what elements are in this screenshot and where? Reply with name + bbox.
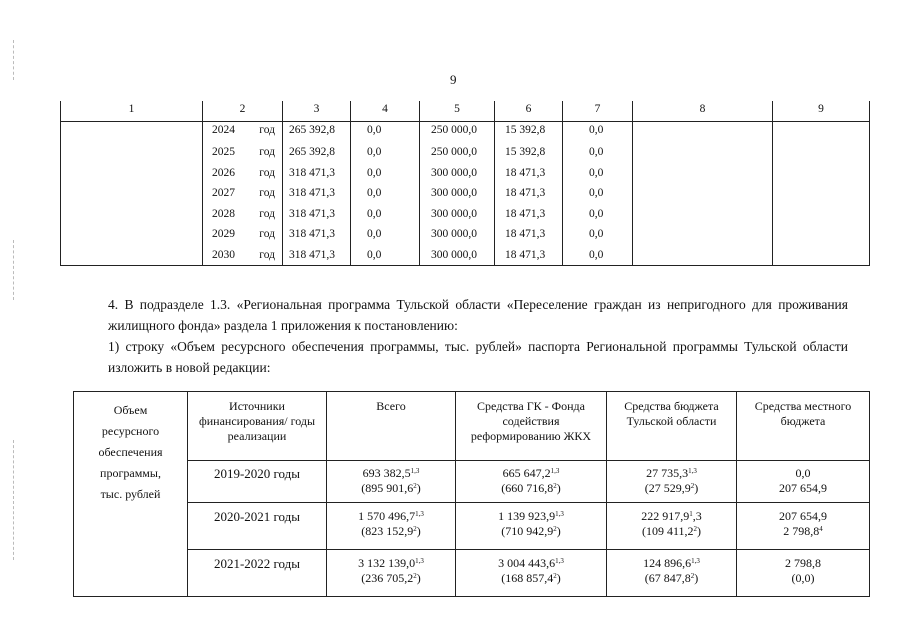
value-line	[609, 556, 734, 571]
value-line	[609, 481, 734, 496]
value-line	[458, 524, 604, 539]
cell-empty	[633, 204, 773, 225]
value-line	[458, 466, 604, 481]
footnote-ref: 1,3	[555, 557, 564, 565]
cell-value: 0,0	[563, 245, 633, 266]
resource-funding-table	[73, 391, 870, 597]
value-main: 1 570 496,7	[358, 509, 416, 523]
cell-fund	[456, 550, 607, 597]
cell-fund	[456, 461, 607, 503]
year-value: 2028	[212, 207, 235, 220]
value-main: 27 735,3	[646, 466, 689, 480]
cell-empty	[773, 204, 870, 225]
value-line	[458, 509, 604, 524]
value-line	[739, 571, 867, 586]
cell-value: 18 471,3	[495, 204, 563, 225]
year-unit: год	[259, 228, 275, 241]
column-header: 7	[563, 101, 633, 122]
year-unit: год	[259, 248, 275, 261]
value-main: (895 901,6	[361, 481, 414, 495]
table-row	[61, 142, 870, 163]
cell-empty	[633, 183, 773, 204]
value-main: 2 798,8	[783, 524, 820, 538]
cell-empty	[61, 224, 203, 245]
paragraph-text: 1) строку «Объем ресурсного обеспечения программы, тыс. рублей» паспорта Региональной программы Тульской области изложить в новой редакции:	[108, 339, 848, 375]
value-line	[739, 509, 867, 524]
table-header-row	[61, 101, 870, 122]
cell-empty	[773, 183, 870, 204]
footnote-ref: 2	[553, 525, 557, 533]
row-label: Объем ресурсного обеспечения программы, тыс. рублей	[74, 392, 188, 597]
column-header-local: Средства местного бюджета	[737, 392, 870, 461]
cell-value: 0,0	[351, 183, 420, 204]
value-main: (109 411,2	[641, 524, 694, 538]
value-line	[609, 524, 734, 539]
value-end: )	[416, 571, 421, 585]
cell-value: 15 392,8	[495, 142, 563, 163]
column-header: 2	[203, 101, 283, 122]
footnote-ref: 2	[413, 525, 417, 533]
cell-value: 318 471,3	[283, 163, 351, 184]
year-unit: год	[259, 124, 275, 136]
value-line	[739, 481, 867, 496]
value-line	[329, 481, 453, 496]
value-end: )	[416, 524, 421, 538]
funding-table-continued	[60, 101, 870, 266]
cell-value: 0,0	[351, 163, 420, 184]
column-header-source: Источники финансирования/ годы реализации	[188, 392, 327, 461]
column-header: 5	[420, 101, 495, 122]
cell-years: 2020-2021 годы	[188, 503, 327, 550]
column-header: 3	[283, 101, 351, 122]
cell-empty	[633, 245, 773, 266]
cell-total	[327, 550, 456, 597]
value-main: 207 654,9	[779, 481, 827, 495]
value-line	[739, 556, 867, 571]
value-end: )	[416, 481, 421, 495]
column-header: 8	[633, 101, 773, 122]
value-line	[329, 556, 453, 571]
value-main: (710 942,9	[501, 524, 554, 538]
cell-empty	[773, 122, 870, 143]
value-main: (236 705,2	[361, 571, 414, 585]
cell-value: 300 000,0	[420, 245, 495, 266]
footnote-ref: 1,3	[691, 557, 700, 565]
cell-value: 15 392,8	[495, 122, 563, 143]
value-main: 3 004 443,6	[498, 556, 556, 570]
year-value: 2025	[212, 146, 235, 159]
column-header-fund: Средства ГК - Фонда содействия реформированию ЖКХ	[456, 392, 607, 461]
cell-local	[737, 550, 870, 597]
value-main: (67 847,8	[644, 571, 691, 585]
cell-region	[607, 461, 737, 503]
value-line	[739, 466, 867, 481]
value-end: )	[556, 524, 561, 538]
cell-total	[327, 461, 456, 503]
table-row	[61, 163, 870, 184]
cell-empty	[633, 142, 773, 163]
footnote-ref: 2	[553, 572, 557, 580]
cell-years: 2019-2020 годы	[188, 461, 327, 503]
value-main: 2 798,8	[785, 556, 821, 570]
cell-value: 0,0	[563, 224, 633, 245]
cell-value: 0,0	[351, 122, 420, 143]
cell-year	[203, 163, 283, 184]
cell-empty	[61, 163, 203, 184]
cell-year	[203, 204, 283, 225]
cell-region	[607, 503, 737, 550]
footnote-ref: 1,3	[555, 510, 564, 518]
cell-empty	[633, 224, 773, 245]
value-main: (660 716,8	[501, 481, 554, 495]
value-line	[329, 509, 453, 524]
year-value: 2024	[212, 124, 235, 136]
column-header-total: Всего	[327, 392, 456, 461]
year-value: 2030	[212, 248, 235, 261]
page-number: 9	[450, 72, 457, 87]
cell-value: 318 471,3	[283, 245, 351, 266]
cell-empty	[773, 245, 870, 266]
value-main: 3 132 139,0	[358, 556, 416, 570]
footnote-ref: 2	[690, 572, 695, 580]
margin-mark-top	[13, 40, 16, 80]
cell-empty	[773, 224, 870, 245]
year-unit: год	[259, 187, 275, 200]
cell-value: 318 471,3	[283, 204, 351, 225]
value-line	[458, 481, 604, 496]
table-row	[61, 245, 870, 266]
cell-local	[737, 461, 870, 503]
footnote-ref: 2	[413, 572, 417, 580]
cell-value: 0,0	[563, 204, 633, 225]
paragraph-text: 4. В подразделе 1.3. «Региональная программа Тульской области «Переселение граждан из непригодного для проживания жилищного фонда» раздела 1 приложения к постановлению:	[108, 297, 848, 333]
value-line	[609, 509, 734, 524]
value-line	[609, 466, 734, 481]
footnote-ref: 2	[413, 482, 417, 490]
value-end: )	[556, 571, 561, 585]
year-value: 2029	[212, 228, 235, 241]
cell-fund	[456, 503, 607, 550]
value-line	[329, 524, 453, 539]
cell-region	[607, 550, 737, 597]
cell-empty	[633, 163, 773, 184]
value-line	[739, 524, 867, 539]
cell-total	[327, 503, 456, 550]
cell-empty	[61, 142, 203, 163]
year-unit: год	[259, 166, 275, 179]
footnote-ref: 1,3	[688, 467, 697, 475]
table-row	[61, 122, 870, 143]
cell-value: 0,0	[351, 204, 420, 225]
year-unit: год	[259, 146, 275, 159]
value-end: )	[694, 571, 699, 585]
cell-year	[203, 142, 283, 163]
value-line	[329, 571, 453, 586]
year-unit: год	[259, 207, 275, 220]
cell-empty	[633, 122, 773, 143]
cell-value: 250 000,0	[420, 122, 495, 143]
footnote-ref: 1	[689, 510, 693, 518]
cell-value: 0,0	[563, 122, 633, 143]
column-header: 1	[61, 101, 203, 122]
cell-value: 0,0	[351, 224, 420, 245]
margin-mark-mid	[13, 240, 16, 300]
value-end: )	[694, 481, 699, 495]
footnote-ref: 1,3	[415, 510, 424, 518]
cell-value: 0,0	[351, 245, 420, 266]
cell-value: 318 471,3	[283, 183, 351, 204]
cell-value: 18 471,3	[495, 245, 563, 266]
cell-year	[203, 245, 283, 266]
cell-value: 318 471,3	[283, 224, 351, 245]
table-row	[61, 183, 870, 204]
column-header: 4	[351, 101, 420, 122]
cell-year	[203, 183, 283, 204]
value-main: 124 896,6	[643, 556, 692, 570]
cell-value: 18 471,3	[495, 224, 563, 245]
footnote-ref: 2	[553, 482, 557, 490]
cell-value: 300 000,0	[420, 204, 495, 225]
margin-mark-bottom	[13, 440, 16, 560]
value-end: )	[556, 481, 561, 495]
value-line	[458, 571, 604, 586]
value-main: 693 382,5	[362, 466, 411, 480]
cell-value: 250 000,0	[420, 142, 495, 163]
cell-local	[737, 503, 870, 550]
cell-value: 0,0	[351, 142, 420, 163]
value-main: (168 857,4	[501, 571, 554, 585]
cell-value: 18 471,3	[495, 163, 563, 184]
amendment-paragraph	[68, 294, 848, 336]
year-value: 2026	[212, 166, 235, 179]
footnote-ref: 1,3	[550, 467, 560, 475]
cell-value: 0,0	[563, 142, 633, 163]
value-main: 207 654,9	[779, 509, 827, 523]
value-main: 0,0	[795, 466, 811, 480]
footnote-ref: 2	[693, 525, 698, 533]
table-row	[61, 204, 870, 225]
value-main: 1 139 923,9	[498, 509, 556, 523]
table-row	[74, 550, 870, 597]
column-header: 6	[495, 101, 563, 122]
cell-empty	[61, 122, 203, 143]
value-line	[329, 466, 453, 481]
cell-empty	[773, 163, 870, 184]
table-row	[74, 461, 870, 503]
cell-value: 18 471,3	[495, 183, 563, 204]
year-value: 2027	[212, 187, 235, 200]
table-header-row	[74, 392, 870, 461]
footnote-ref: 4	[819, 525, 823, 533]
value-main: 665 647,2	[502, 466, 551, 480]
value-main: (0,0)	[791, 571, 815, 585]
cell-value: 300 000,0	[420, 224, 495, 245]
cell-empty	[773, 142, 870, 163]
cell-year	[203, 122, 283, 143]
cell-value: 265 392,8	[283, 122, 351, 143]
cell-empty	[61, 204, 203, 225]
cell-years: 2021-2022 годы	[188, 550, 327, 597]
cell-value: 0,0	[563, 183, 633, 204]
footnote-ref: 1,3	[415, 557, 424, 565]
footnote-ref: 2	[690, 482, 695, 490]
value-line	[458, 556, 604, 571]
table-row	[74, 503, 870, 550]
value-main: (823 152,9	[361, 524, 414, 538]
cell-value: 300 000,0	[420, 163, 495, 184]
cell-value: 265 392,8	[283, 142, 351, 163]
table-row	[61, 224, 870, 245]
amendment-subparagraph	[68, 336, 848, 378]
cell-empty	[61, 183, 203, 204]
cell-value: 300 000,0	[420, 183, 495, 204]
cell-year	[203, 224, 283, 245]
cell-value: 0,0	[563, 163, 633, 184]
column-header: 9	[773, 101, 870, 122]
value-tail: ,3	[692, 509, 702, 523]
value-main: 222 917,9	[641, 509, 690, 523]
value-end: )	[697, 524, 702, 538]
column-header-region: Средства бюджета Тульской области	[607, 392, 737, 461]
value-main: (27 529,9	[644, 481, 691, 495]
cell-empty	[61, 245, 203, 266]
footnote-ref: 1,3	[410, 467, 420, 475]
value-line	[609, 571, 734, 586]
